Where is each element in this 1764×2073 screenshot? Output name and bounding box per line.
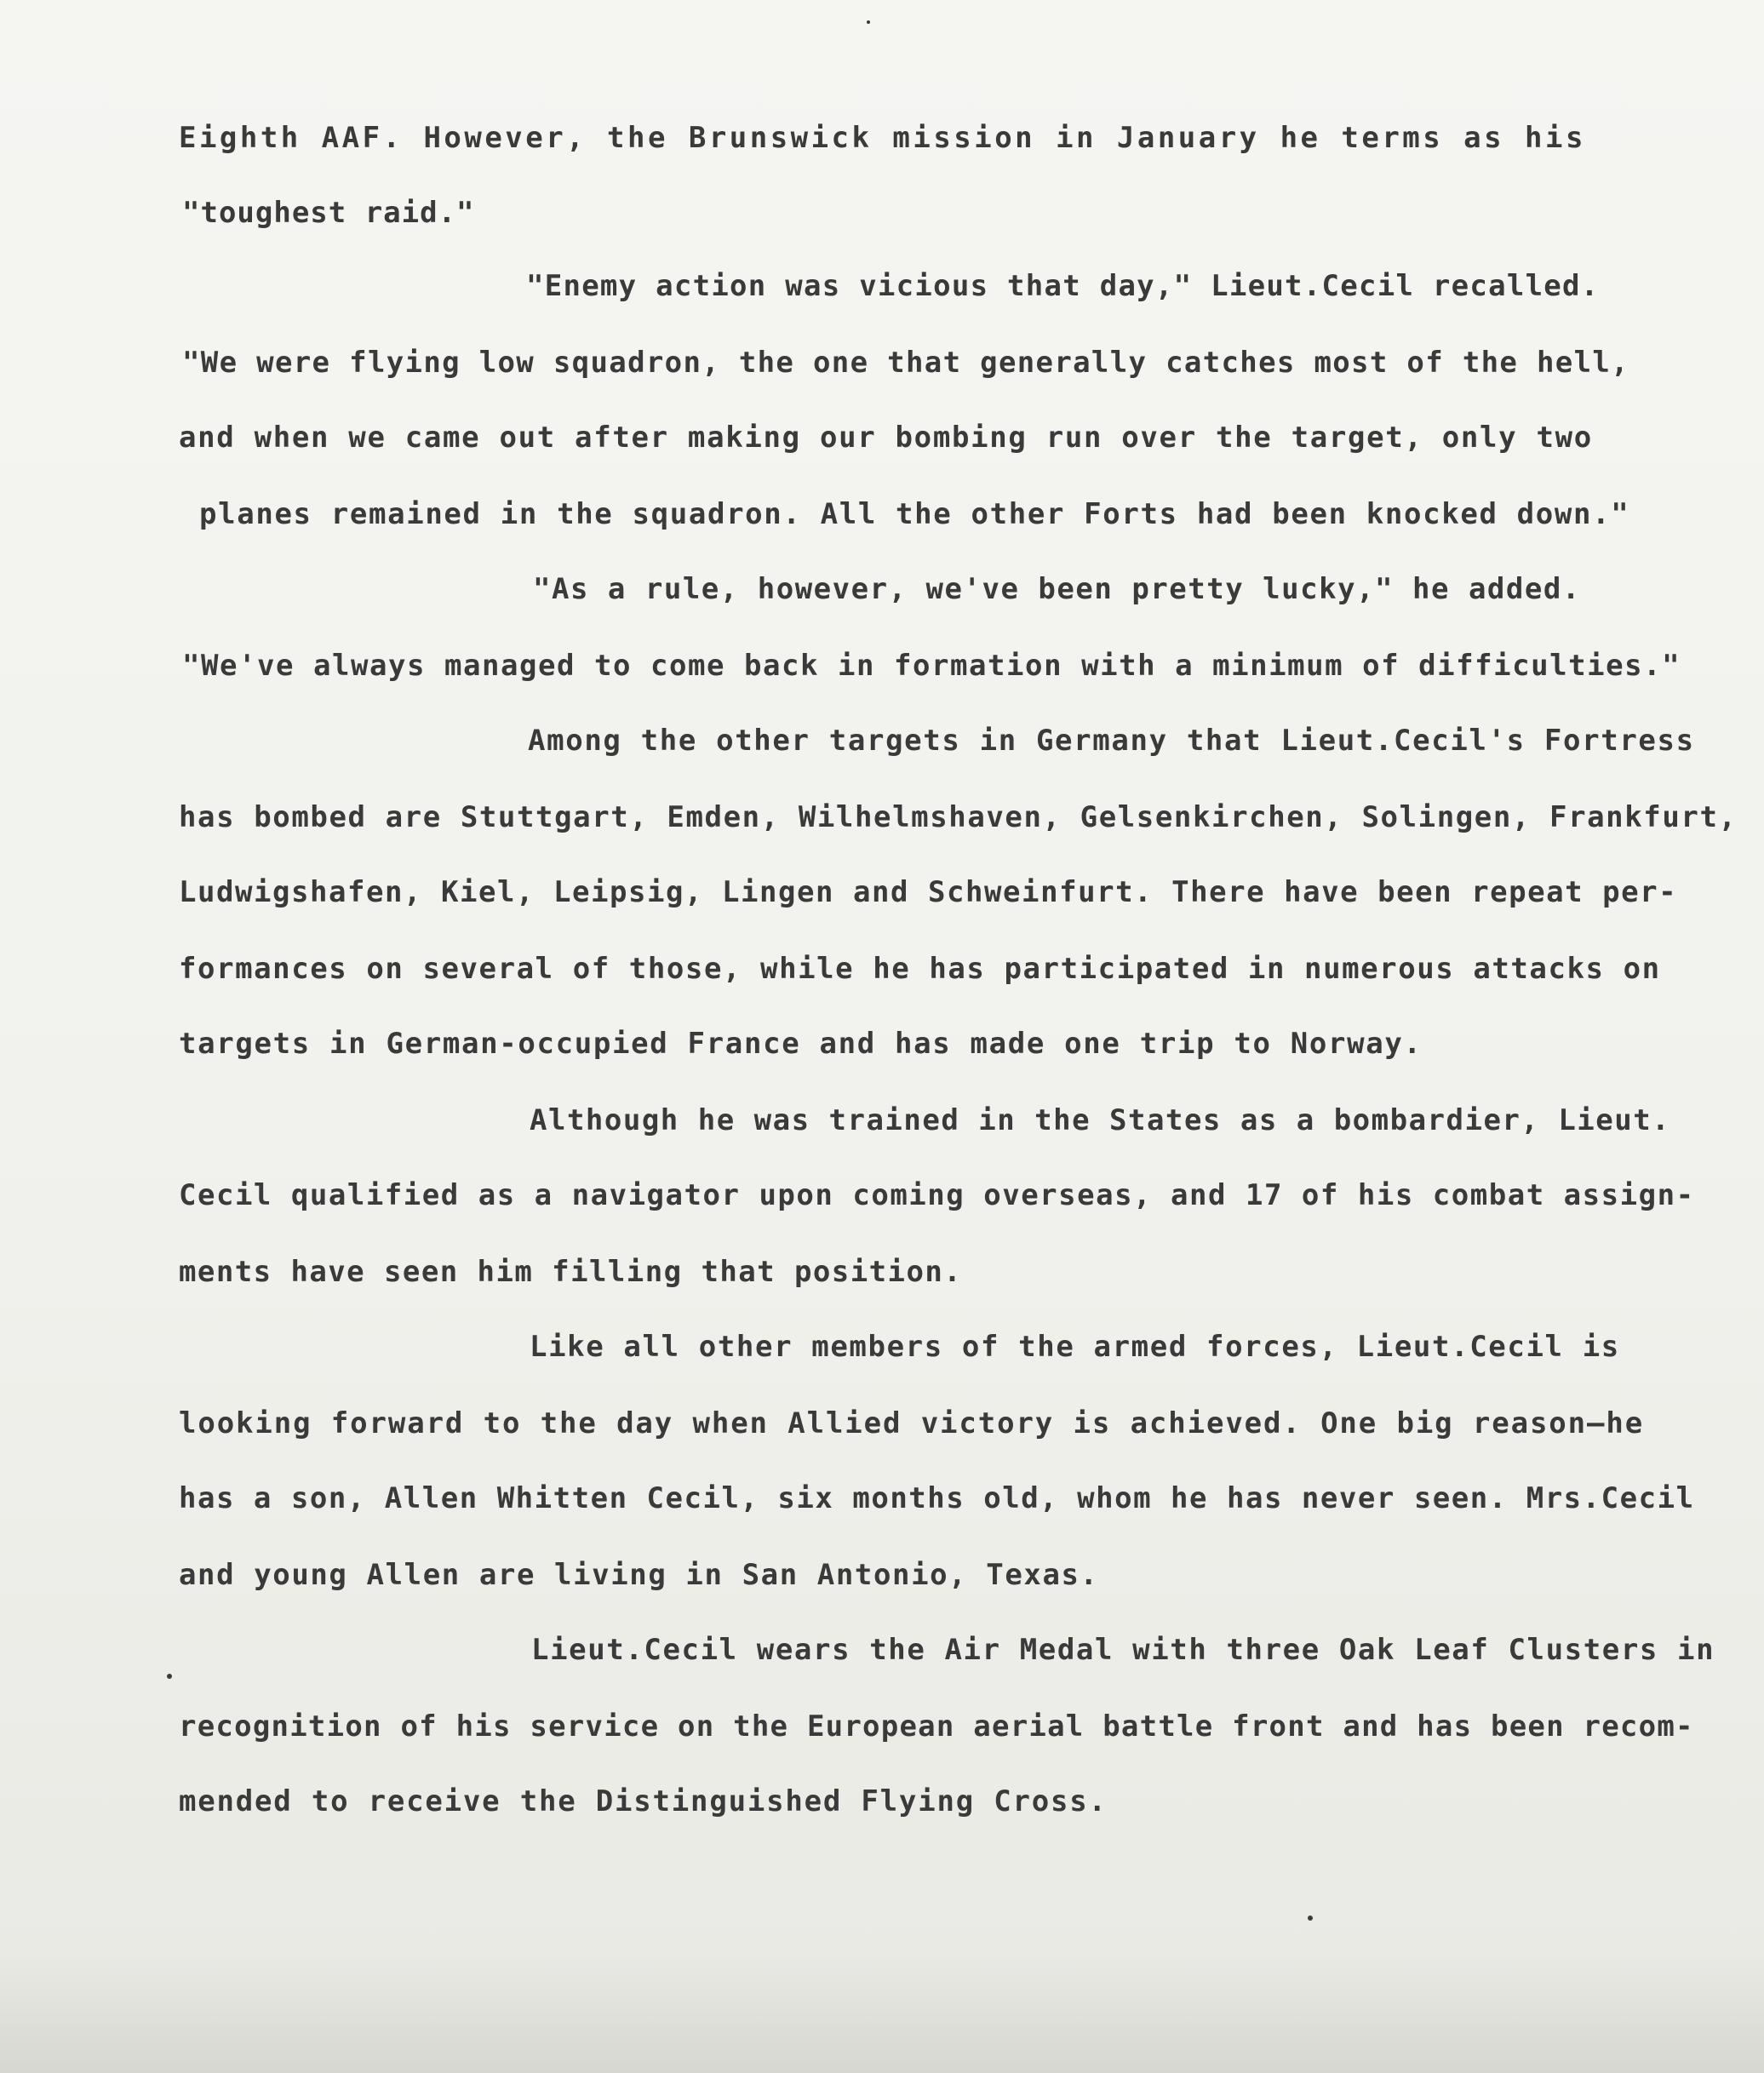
text-line: formances on several of those, while he has participated in numerous attacks on: [179, 952, 1661, 986]
text-line: looking forward to the day when Allied victory is achieved. One big reason—he: [179, 1406, 1645, 1440]
ink-speck: [867, 20, 870, 24]
text-line: Eighth AAF. However, the Brunswick mission in January he terms as his: [179, 121, 1586, 155]
ink-speck: [167, 1674, 172, 1679]
text-line: "toughest raid.": [182, 196, 475, 230]
text-line: mended to receive the Distinguished Flying Cross.: [179, 1784, 1108, 1818]
text-line: Ludwigshafen, Kiel, Leipsig, Lingen and Schweinfurt. There have been repeat per-: [179, 875, 1678, 909]
text-line: recognition of his service on the European aerial battle front and has been recom-: [179, 1709, 1694, 1744]
text-line: Among the other targets in Germany that Lieut.Cecil's Fortress: [528, 724, 1695, 758]
text-line: "As a rule, however, we've been pretty lucky," he added.: [533, 572, 1581, 606]
text-line: has a son, Allen Whitten Cecil, six months old, whom he has never seen. Mrs.Cecil: [179, 1481, 1695, 1515]
text-line: Although he was trained in the States as a bombardier, Lieut.: [530, 1103, 1671, 1137]
text-line: Lieut.Cecil wears the Air Medal with three Oak Leaf Clusters in: [531, 1633, 1715, 1667]
page-shadow: [0, 1954, 1764, 2073]
text-line: has bombed are Stuttgart, Emden, Wilhelmshaven, Gelsenkirchen, Solingen, Frankfurt,: [179, 800, 1738, 834]
text-line: Like all other members of the armed forces, Lieut.Cecil is: [530, 1330, 1620, 1364]
text-line: planes remained in the squadron. All the other Forts had been knocked down.": [199, 497, 1630, 531]
text-line: Cecil qualified as a navigator upon coming overseas, and 17 of his combat assign-: [179, 1178, 1695, 1212]
text-line: "We were flying low squadron, the one that generally catches most of the hell,: [182, 346, 1629, 380]
text-line: ments have seen him filling that position.: [179, 1255, 963, 1289]
text-line: targets in German-occupied France and has made one trip to Norway.: [179, 1027, 1423, 1061]
text-line: and when we came out after making our bombing run over the target, only two: [179, 421, 1593, 455]
text-line: and young Allen are living in San Antonio, Texas.: [179, 1558, 1099, 1592]
ink-speck: [1308, 1916, 1313, 1921]
text-line: "We've always managed to come back in formation with a minimum of difficulties.": [182, 649, 1681, 683]
text-line: "Enemy action was vicious that day," Lieut.Cecil recalled.: [526, 269, 1600, 303]
